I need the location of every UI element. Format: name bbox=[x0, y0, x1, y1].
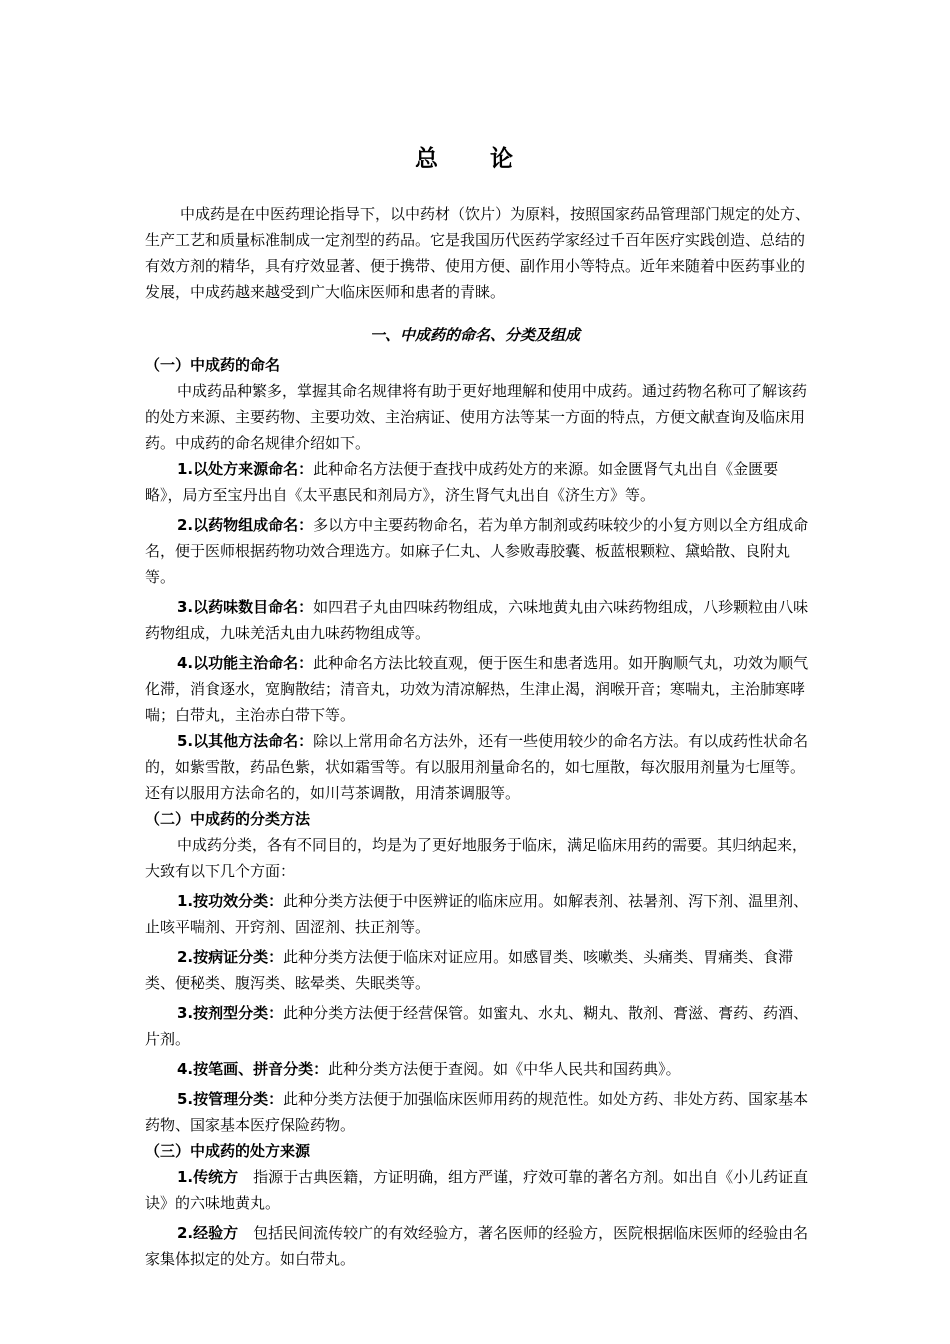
classification-item-4 bbox=[145, 1056, 813, 1082]
classification-intro: 中成药分类，各有不同目的，均是为了更好地服务于临床，满足临床用药的需要。其归纳起来，大致有以下几个方面： bbox=[145, 836, 808, 880]
classification-item-2-head: 2.按病证分类： bbox=[177, 948, 284, 966]
naming-item-5-text: 除以上常用命名方法外，还有一些使用较少的命名方法。有以成药性状命名的，如紫雪散，药品色紫，状如霜雪等。有以服用剂量命名的，如七厘散，每次服用剂量为七厘等。还有以服用方法命名的，如川芎茶调散，用清茶调服等。 bbox=[145, 732, 809, 802]
source-item-1 bbox=[145, 1164, 813, 1216]
naming-item-1-text: 此种命名方法便于查找中成药处方的来源。如金匮肾气丸出自《金匮要略》，局方至宝丹出自《太平惠民和剂局方》，济生肾气丸出自《济生方》等。 bbox=[145, 460, 779, 504]
naming-item-1 bbox=[145, 456, 813, 508]
naming-item-4-text: 此种命名方法比较直观，便于医生和患者选用。如开胸顺气丸，功效为顺气化滞，消食逐水，宽胸散结；清音丸，功效为清凉解热，生津止渴，润喉开音；寒喘丸，主治肺寒哮喘；白带丸，主治赤白带下等。 bbox=[145, 654, 809, 724]
source-item-1-head: 1.传统方 bbox=[177, 1168, 239, 1186]
naming-item-5 bbox=[145, 728, 813, 806]
classification-item-4-head: 4.按笔画、拼音分类： bbox=[177, 1060, 329, 1078]
naming-item-2 bbox=[145, 512, 813, 590]
naming-item-3 bbox=[145, 594, 813, 646]
naming-item-4 bbox=[145, 650, 813, 728]
classification-item-5-head: 5.按管理分类： bbox=[177, 1090, 284, 1108]
classification-item-4-text: 此种分类方法便于查阅。如《中华人民共和国药典》。 bbox=[328, 1060, 681, 1078]
classification-item-1-text: 此种分类方法便于中医辨证的临床应用。如解表剂、祛暑剂、泻下剂、温里剂、止咳平喘剂、开窍剂、固涩剂、扶正剂等。 bbox=[145, 892, 809, 936]
classification-item-2-text: 此种分类方法便于临床对证应用。如感冒类、咳嗽类、头痛类、胃痛类、食滞类、便秘类、腹泻类、眩晕类、失眠类等。 bbox=[145, 948, 794, 992]
classification-item-1 bbox=[145, 888, 813, 940]
classification-item-5 bbox=[145, 1086, 813, 1138]
section-title: 一、中成药的命名、分类及组成 bbox=[369, 326, 580, 344]
page-title: 总 论 bbox=[414, 146, 535, 172]
classification-item-2 bbox=[145, 944, 813, 996]
classification-item-3-head: 3.按剂型分类： bbox=[177, 1004, 284, 1022]
naming-item-1-head: 1.以处方来源命名： bbox=[177, 460, 314, 478]
intro-paragraph: 中成药是在中医药理论指导下，以中药材（饮片）为原料，按照国家药品管理部门规定的处方、生产工艺和质量标准制成一定剂型的药品。它是我国历代医药学家经过千百年医疗实践创造、总结的有效方剂的精华，具有疗效显著、便于携带、使用方便、副作用小等特点。近年来随着中医药事业的发展，中成药越来越受到广大临床医师和患者的青睐。 bbox=[145, 205, 811, 301]
classification-item-3 bbox=[145, 1000, 813, 1052]
subsection-heading-source: （三）中成药的处方来源 bbox=[145, 1142, 311, 1160]
source-item-1-text: 指源于古典医籍，方证明确，组方严谨，疗效可靠的著名方剂。如出自《小儿药证直诀》的六味地黄丸。 bbox=[145, 1168, 809, 1212]
naming-item-2-text: 多以方中主要药物命名，若为单方制剂或药味较少的小复方则以全方组成命名，便于医师根据药物功效合理选方。如麻子仁丸、人参败毒胶囊、板蓝根颗粒、黛蛤散、良附丸等。 bbox=[145, 516, 809, 586]
section-body bbox=[145, 352, 813, 1272]
source-item-2 bbox=[145, 1220, 813, 1272]
classification-item-3-text: 此种分类方法便于经营保管。如蜜丸、水丸、糊丸、散剂、膏滋、膏药、药酒、片剂。 bbox=[145, 1004, 809, 1048]
naming-item-3-head: 3.以药味数目命名： bbox=[177, 598, 314, 616]
naming-intro: 中成药品种繁多，掌握其命名规律将有助于更好地理解和使用中成药。通过药物名称可了解该药的处方来源、主要药物、主要功效、主治病证、使用方法等某一方面的特点，方便文献查询及临床用药。中成药的命名规律介绍如下。 bbox=[145, 382, 808, 452]
classification-item-5-text: 此种分类方法便于加强临床医师用药的规范性。如处方药、非处方药、国家基本药物、国家基本医疗保险药物。 bbox=[145, 1090, 809, 1134]
subsection-heading-classification: （二）中成药的分类方法 bbox=[145, 810, 311, 828]
naming-item-5-head: 5.以其他方法命名： bbox=[177, 732, 314, 750]
source-item-2-text: 包括民间流传较广的有效经验方，著名医师的经验方，医院根据临床医师的经验由名家集体拟定的处方。如白带丸。 bbox=[145, 1224, 809, 1268]
subsection-heading-naming: （一）中成药的命名 bbox=[145, 356, 281, 374]
naming-item-2-head: 2.以药物组成命名： bbox=[177, 516, 314, 534]
naming-item-4-head: 4.以功能主治命名： bbox=[177, 654, 314, 672]
naming-item-3-text: 如四君子丸由四味药物组成，六味地黄丸由六味药物组成，八珍颗粒由八味药物组成，九味羌活丸由九味药物组成等。 bbox=[145, 598, 809, 642]
source-item-2-head: 2.经验方 bbox=[177, 1224, 239, 1242]
classification-item-1-head: 1.按功效分类： bbox=[177, 892, 284, 910]
